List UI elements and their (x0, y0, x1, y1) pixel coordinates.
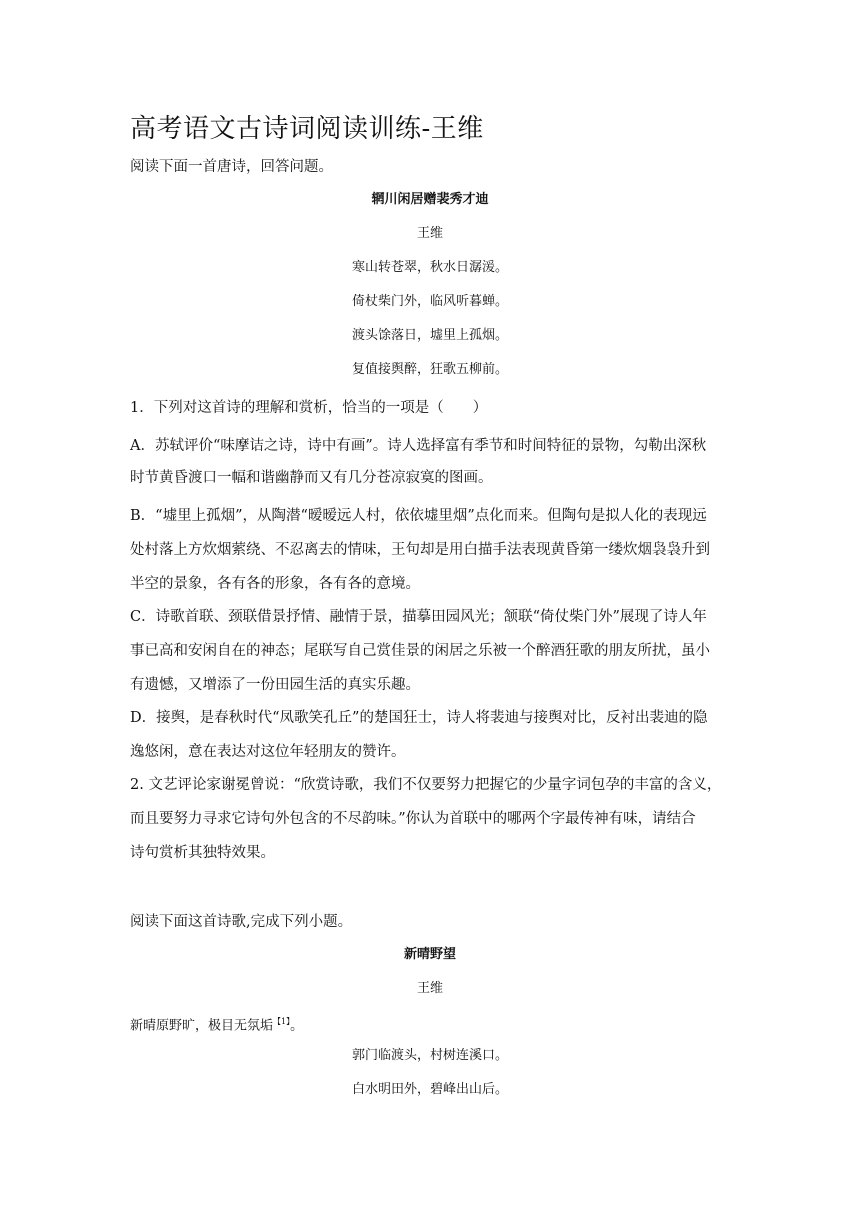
poem1-author: 王维 (416, 226, 443, 241)
option-c-line: C．诗歌首联、颈联借景抒情、融情于景，描摹田园风光；颔联“倚仗柴门外”展现了诗人年 (130, 609, 707, 625)
question-2-line: 2. 文艺评论家谢冕曾说：“欣赏诗歌，我们不仅要努力把握它的少量字词包孕的丰富的含义， (130, 777, 722, 793)
poem1-line: 倚杖柴门外，临风听暮蝉。 (351, 294, 508, 309)
poem2-line-1-text: 新晴原野旷，极目无氛垢 (130, 1018, 274, 1034)
option-a-line: A．苏轼评价“味摩诘之诗，诗中有画”。诗人选择富有季节和时间特征的景物，勾勒出深秋 (130, 438, 707, 454)
section1-intro: 阅读下面一首唐诗，回答问题。 (130, 159, 333, 175)
poem2-title: 新晴野望 (403, 947, 456, 962)
option-d-line: 逸悠闲，意在表达对这位年轻朋友的赞许。 (130, 744, 406, 760)
poem1-line: 复值接舆醉，狂歌五柳前。 (351, 362, 508, 377)
poem1-line: 渡头馀落日，墟里上孤烟。 (351, 328, 508, 343)
option-c-line: 事已高和安闲自在的神态；尾联写自己赏佳景的闲居之乐被一个醉酒狂歌的朋友所扰，虽小 (130, 643, 710, 659)
page-title: 高考语文古诗词阅读训练-王维 (130, 114, 484, 144)
poem1-title: 辋川闲居赠裴秀才迪 (371, 192, 489, 207)
poem1-line: 寒山转苍翠，秋水日潺湲。 (351, 260, 508, 275)
option-d-line: D．接舆，是春秋时代“凤歌笑孔丘”的楚国狂士，诗人将裴迪与接舆对比，反衬出裴迪的隐 (130, 710, 708, 726)
poem2-line: 郭门临渡头，村树连溪口。 (351, 1048, 508, 1063)
footnote-marker: 【1】 (273, 1017, 291, 1026)
option-b-line: 半空的景象，各有各的形象，各有各的意境。 (130, 576, 420, 592)
question-2-line: 诗句赏析其独特效果。 (130, 845, 275, 861)
option-a-line: 时节黄昏渡口一幅和谐幽静而又有几分苍凉寂寞的图画。 (130, 470, 493, 486)
question-2-line: 而且要努力寻求它诗句外包含的不尽韵味。”你认为首联中的哪两个字最传神有味，请结合 (130, 811, 696, 827)
option-c-line: 有遗憾，又增添了一份田园生活的真实乐趣。 (130, 677, 420, 693)
poem2-line-1 (130, 1012, 730, 1036)
poem2-line-1-end: 。 (290, 1018, 304, 1034)
poem2-author: 王维 (416, 981, 443, 996)
poem2-line: 白水明田外，碧峰出山后。 (351, 1082, 508, 1097)
section2-intro: 阅读下面这首诗歌,完成下列小题。 (130, 914, 353, 930)
option-b-line: B．“墟里上孤烟”，从陶潜“暧暧远人村，依依墟里烟”点化而来。但陶句是拟人化的表现远 (130, 508, 707, 524)
question-1: 1．下列对这首诗的理解和赏析，恰当的一项是（ ） (130, 400, 488, 416)
option-b-line: 处村落上方炊烟萦绕、不忍离去的情味，王句却是用白描手法表现黄昏第一缕炊烟袅袅升到 (130, 542, 710, 558)
